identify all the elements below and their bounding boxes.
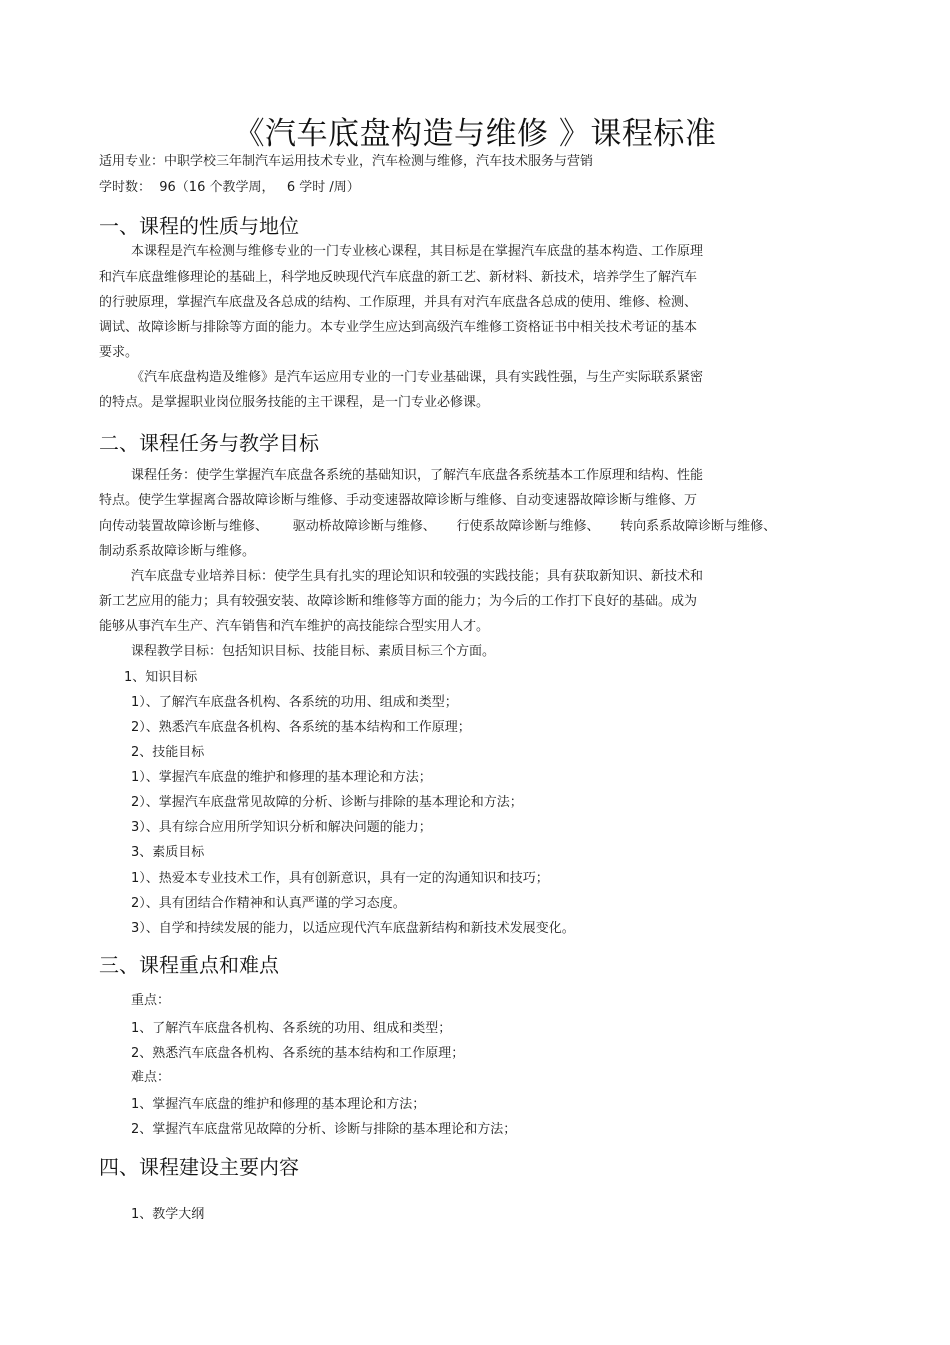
paragraph-line: 和汽车底盘维修理论的基础上，科学地反映现代汽车底盘的新工艺、新材料、新技术，培养学生了解汽车	[99, 270, 698, 285]
list-item: 2）、熟悉汽车底盘各机构、各系统的基本结构和工作原理；	[131, 720, 471, 735]
list-item: 1）、掌握汽车底盘的维护和修理的基本理论和方法；	[131, 770, 432, 785]
paragraph-line: 汽车底盘专业培养目标：使学生具有扎实的理论知识和较强的实践技能；具有获取新知识、新技术和	[131, 569, 704, 584]
list-item: 2、熟悉汽车底盘各机构、各系统的基本结构和工作原理；	[131, 1046, 465, 1061]
paragraph-line: 向传动装置故障诊断与维修、 驱动桥故障诊断与维修、 行使系故障诊断与维修、 转向系系故障诊断与维修、	[99, 519, 777, 534]
list-heading: 2、技能目标	[131, 745, 205, 760]
paragraph-line: 制动系系故障诊断与维修。	[99, 544, 256, 559]
list-item: 2）、具有团结合作精神和认真严谨的学习态度。	[131, 896, 406, 911]
section-heading-nature: 一、课程的性质与地位	[99, 214, 299, 238]
list-item: 1）、了解汽车底盘各机构、各系统的功用、组成和类型；	[131, 695, 458, 710]
meta-hours: 学时数： 96（16 个教学周， 6 学时 /周）	[99, 180, 360, 195]
page-title: 《汽车底盘构造与维修 》课程标准	[233, 116, 717, 152]
paragraph-line: 课程教学目标：包括知识目标、技能目标、素质目标三个方面。	[131, 644, 496, 659]
paragraph-line: 能够从事汽车生产、汽车销售和汽车维护的高技能综合型实用人才。	[99, 619, 490, 634]
list-heading: 1、知识目标	[124, 670, 198, 685]
list-item: 1、了解汽车底盘各机构、各系统的功用、组成和类型；	[131, 1021, 452, 1036]
section-heading-key-points: 三、课程重点和难点	[99, 953, 279, 977]
paragraph-line: 调试、故障诊断与排除等方面的能力。本专业学生应达到高级汽车维修工资格证书中相关技术考证的基本	[99, 320, 698, 335]
list-heading: 3、素质目标	[131, 845, 205, 860]
list-heading: 难点：	[131, 1070, 171, 1085]
paragraph-line: 要求。	[99, 345, 139, 360]
paragraph-line: 《汽车底盘构造及维修》是汽车运应用专业的一门专业基础课，具有实践性强，与生产实际联系紧密	[131, 370, 704, 385]
list-item: 2、掌握汽车底盘常见故障的分析、诊断与排除的基本理论和方法；	[131, 1122, 517, 1137]
section-heading-content: 四、课程建设主要内容	[99, 1155, 299, 1179]
paragraph-line: 课程任务：使学生掌握汽车底盘各系统的基础知识，了解汽车底盘各系统基本工作原理和结构、性能	[131, 468, 704, 483]
list-item: 1）、热爱本专业技术工作，具有创新意识，具有一定的沟通知识和技巧；	[131, 871, 549, 886]
paragraph-line: 的行驶原理，掌握汽车底盘及各总成的结构、工作原理，并具有对汽车底盘各总成的使用、维修、检测、	[99, 295, 698, 310]
paragraph-line: 本课程是汽车检测与维修专业的一门专业核心课程，其目标是在掌握汽车底盘的基本构造、工作原理	[131, 244, 704, 259]
list-item: 2）、掌握汽车底盘常见故障的分析、诊断与排除的基本理论和方法；	[131, 795, 523, 810]
paragraph-line: 的特点。是掌握职业岗位服务技能的主干课程，是一门专业必修课。	[99, 395, 490, 410]
list-item: 1、教学大纲	[131, 1207, 205, 1222]
paragraph-line: 新工艺应用的能力；具有较强安装、故障诊断和维修等方面的能力；为今后的工作打下良好的基础。成为	[99, 594, 698, 609]
section-heading-goals: 二、课程任务与教学目标	[99, 431, 319, 455]
list-item: 3）、具有综合应用所学知识分析和解决问题的能力；	[131, 820, 432, 835]
paragraph-line: 特点。使学生掌握离合器故障诊断与维修、手动变速器故障诊断与维修、自动变速器故障诊断与维修、万	[99, 493, 698, 508]
meta-major: 适用专业：中职学校三年制汽车运用技术专业，汽车检测与维修，汽车技术服务与营销	[99, 154, 594, 169]
list-item: 3）、自学和持续发展的能力，以适应现代汽车底盘新结构和新技术发展变化。	[131, 921, 575, 936]
list-heading: 重点：	[131, 993, 171, 1008]
list-item: 1、掌握汽车底盘的维护和修理的基本理论和方法；	[131, 1097, 426, 1112]
